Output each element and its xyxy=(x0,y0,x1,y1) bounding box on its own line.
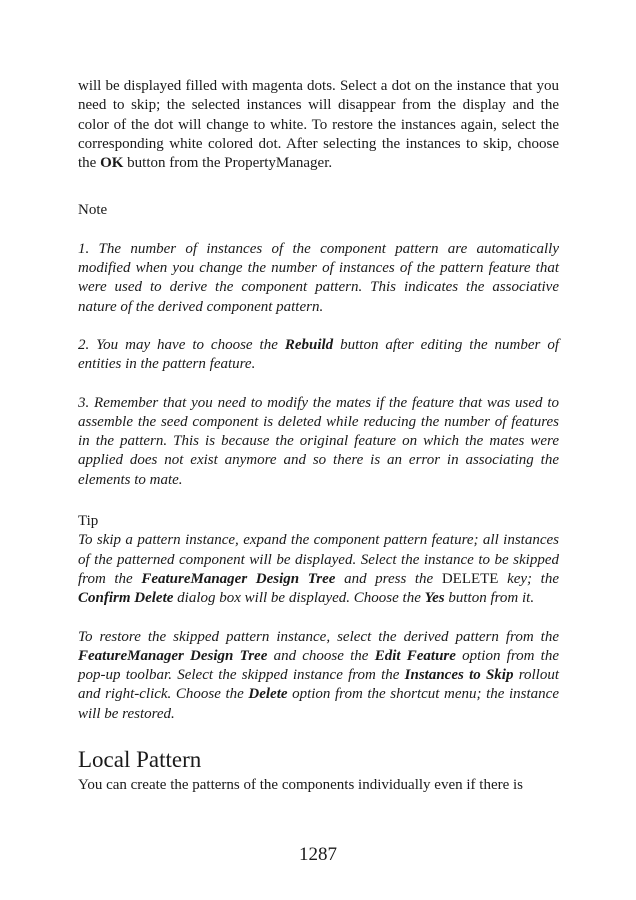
tip-text: and press the xyxy=(335,570,442,587)
instances-to-skip-term: Instances to Skip xyxy=(404,667,514,684)
featuremanager-term: FeatureManager Design Tree xyxy=(78,647,268,664)
page-content xyxy=(78,77,559,795)
intro-text: will be displayed filled with magenta dots. Select a dot on the instance that you need to skip; the selected instances will disappear from the display and the color of the dot will change to white. To restore the instances again, select the corresponding white colored dot. After selecting the instances to skip, choose the xyxy=(78,78,559,172)
tip-text: To skip a pattern instance, expand the component pattern feature; all instances of the patterned component will be displayed. Select the instance to be skipped from the xyxy=(78,532,559,587)
intro-paragraph xyxy=(78,77,559,173)
tip-paragraph-2 xyxy=(78,628,559,724)
tip-text: dialog box will be displayed. Choose the xyxy=(173,590,425,607)
section-text: You can create the patterns of the components individually even if there is xyxy=(78,777,524,794)
intro-text-end: button from the PropertyManager. xyxy=(123,155,333,172)
tip-paragraph-1 xyxy=(78,531,559,608)
tip-text: option from the shortcut menu; the instance will be restored. xyxy=(78,686,559,722)
tip-text: rollout and right-click. Choose the xyxy=(78,667,559,703)
rebuild-term: Rebuild xyxy=(284,336,334,353)
tip-text: option from the pop-up toolbar. Select the skipped instance from the xyxy=(78,647,559,684)
ok-term: OK xyxy=(100,155,124,172)
featuremanager-term: FeatureManager Design Tree xyxy=(141,570,336,587)
note-item-1: 1. The number of instances of the component pattern are automatically modified when you change the number of instances of the pattern feature that were used to derive the component pattern. This indicates the associative nature of the derived component pattern. xyxy=(78,240,559,315)
yes-term: Yes xyxy=(424,590,445,607)
delete-key-term: DELETE xyxy=(441,570,499,587)
tip-text: key; the xyxy=(498,570,559,587)
tip-text: and choose the xyxy=(267,647,375,664)
page-number: 1287 xyxy=(299,844,337,865)
tip-text: To restore the skipped pattern instance, select the derived pattern from the xyxy=(78,628,559,645)
note-item-2-text-end: button after editing the number of entities in the pattern feature. xyxy=(78,336,559,373)
tip-text: button from it. xyxy=(444,590,535,607)
confirm-delete-term: Confirm Delete xyxy=(78,590,174,607)
delete-term: Delete xyxy=(248,686,288,703)
section-heading: Local Pattern xyxy=(78,747,202,773)
note-label: Note xyxy=(78,202,108,219)
edit-feature-term: Edit Feature xyxy=(374,647,456,664)
note-item-2 xyxy=(78,336,559,375)
note-item-3: 3. Remember that you need to modify the mates if the feature that was used to assemble the seed component is deleted while reducing the number of features in the pattern. This is because the original feature on which the mates were applied does not exist anymore and so there is an error in associating the elements to mate. xyxy=(78,394,559,488)
tip-label: Tip xyxy=(78,513,99,530)
note-item-2-text: 2. You may have to choose the xyxy=(78,336,285,353)
